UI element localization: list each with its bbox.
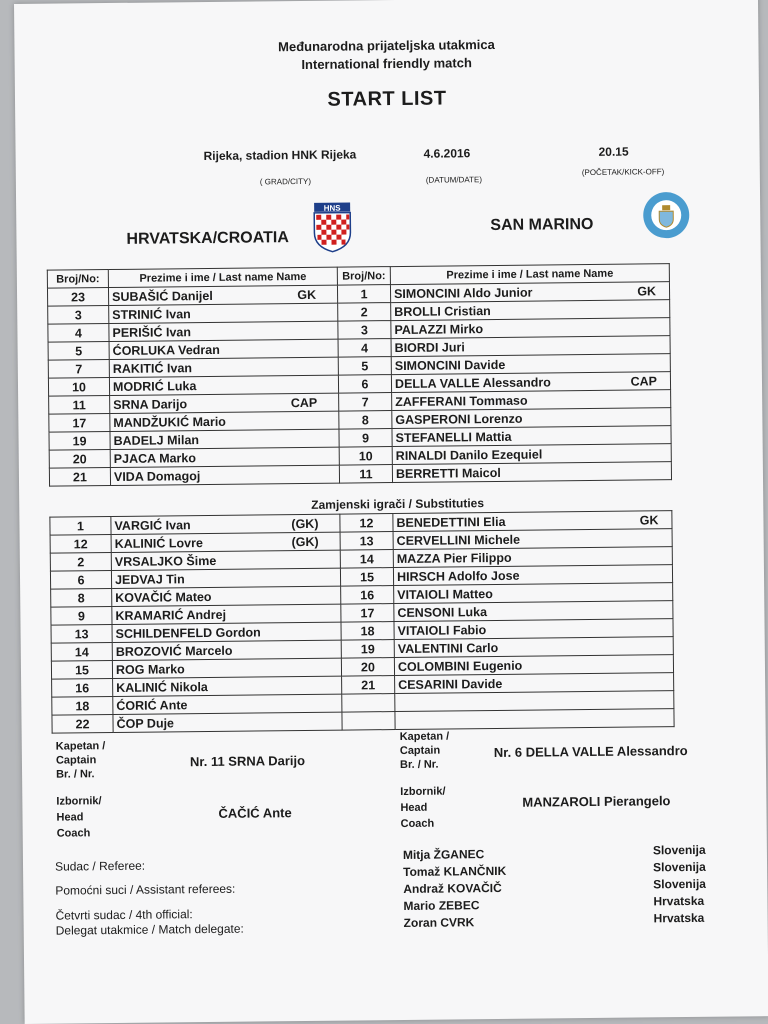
player-tag: GK <box>639 512 659 527</box>
home-player-number: 23 <box>47 288 108 307</box>
player-name: COLOMBINI Eugenio <box>397 658 523 674</box>
official-name: Mitja ŽGANEC <box>402 847 485 862</box>
away-coach: MANZAROLI Pierangelo <box>522 793 671 810</box>
away-player-number: 20 <box>341 658 394 677</box>
home-player-number: 18 <box>52 697 113 716</box>
player-name: VARGIĆ Ivan <box>114 517 191 533</box>
player-name: VIDA Domagoj <box>113 468 201 484</box>
home-player-number: 3 <box>48 306 109 325</box>
home-coach: ČAČIĆ Ante <box>218 805 292 821</box>
player-name: VALENTINI Carlo <box>397 640 499 656</box>
substitutes-heading: Zamjenski igrači / Substituties <box>311 496 485 512</box>
player-name: KRAMARIĆ Andrej <box>115 607 227 623</box>
away-player-number: 5 <box>338 357 391 376</box>
player-name: MAZZA Pier Filippo <box>396 550 512 566</box>
player-name: STRINIĆ Ivan <box>112 306 191 322</box>
player-tag: GK <box>297 287 317 302</box>
player-name: VRSALJKO Šime <box>114 553 217 569</box>
player-tag: (GK) <box>291 516 319 531</box>
home-player <box>109 303 338 323</box>
home-player-number: 15 <box>51 661 112 680</box>
away-player-number: 21 <box>342 676 395 695</box>
home-player-number: 2 <box>50 553 111 572</box>
home-player <box>109 339 338 359</box>
player-name: BROLLI Cristian <box>394 303 491 319</box>
player-name: PALAZZI Mirko <box>394 321 484 337</box>
home-player-number: 6 <box>50 571 111 590</box>
player-name: BENEDETTINI Elia <box>396 514 506 530</box>
official-country: Hrvatska <box>653 893 705 909</box>
home-player <box>113 694 342 714</box>
referee-label: Sudac / Referee: <box>54 858 146 874</box>
official-country: Hrvatska <box>653 910 705 926</box>
player-name: SUBAŠIĆ Danijel <box>111 288 213 304</box>
away-player-number <box>342 712 395 731</box>
player-name: MANDŽUKIĆ Mario <box>113 414 226 430</box>
home-player <box>112 622 341 642</box>
player-name: PERIŠIĆ Ivan <box>112 324 192 340</box>
away-player-number: 4 <box>338 339 391 358</box>
home-player <box>113 676 342 696</box>
away-player-number: 16 <box>341 586 394 605</box>
home-player <box>112 604 341 624</box>
home-player-number: 21 <box>49 468 110 487</box>
captain-label-home: Kapetan / Captain Br. / Nr. <box>55 740 106 781</box>
fourth-official-label: Četvrti sudac / 4th official: <box>55 907 193 923</box>
player-name: JEDVAJ Tin <box>114 571 185 587</box>
away-player-number: 10 <box>339 447 392 466</box>
home-player <box>109 357 338 377</box>
player-name: MODRIĆ Luka <box>112 378 197 394</box>
away-player-number: 3 <box>338 321 391 340</box>
home-player-number: 11 <box>49 396 110 415</box>
player-name: DELLA VALLE Alessandro <box>394 374 551 391</box>
home-player <box>110 411 339 431</box>
player-name: RAKITIĆ Ivan <box>112 360 193 376</box>
home-player <box>111 514 340 534</box>
home-player-number: 7 <box>48 360 109 379</box>
home-captain: Nr. 11 SRNA Darijo <box>189 752 306 770</box>
player-name: ČOP Duje <box>116 715 175 731</box>
away-team-name: SAN MARINO <box>490 215 594 235</box>
crest-lettering: HNS <box>323 203 341 213</box>
home-player-number: 17 <box>49 414 110 433</box>
player-name: ĆORIĆ Ante <box>116 697 188 713</box>
player-tag: GK <box>637 283 657 298</box>
player-name: VITAIOLI Fabio <box>397 622 487 638</box>
kickoff-time: 20.15 <box>598 144 629 159</box>
official-name: Andraž KOVAČIČ <box>403 880 502 896</box>
player-name: GASPERONI Lorenzo <box>395 411 523 427</box>
away-player <box>395 709 674 730</box>
official-name: Mario ZEBEC <box>403 898 480 913</box>
player-name: ROG Marko <box>115 661 185 677</box>
starters-table <box>47 263 672 487</box>
player-name: ĆORLUKA Vedran <box>112 342 220 358</box>
player-name: KALINIĆ Nikola <box>116 679 208 695</box>
coach-label-away: Izbornik/ Head Coach <box>400 785 446 830</box>
player-name: SCHILDENFELD Gordon <box>115 624 261 641</box>
coach-label-home: Izbornik/ Head Coach <box>56 795 102 840</box>
player-name: CERVELLINI Michele <box>396 532 521 548</box>
match-date: 4.6.2016 <box>423 146 471 161</box>
away-player-number: 12 <box>340 514 393 533</box>
player-name: HIRSCH Adolfo Jose <box>396 568 520 584</box>
home-team-name: HRVATSKA/CROATIA <box>126 229 289 248</box>
away-player-number: 18 <box>341 622 394 641</box>
player-tag: CAP <box>290 395 318 410</box>
player-name: VITAIOLI Matteo <box>397 586 493 602</box>
assistants-label: Pomoćni suci / Assistant referees: <box>55 881 236 898</box>
away-player-number: 14 <box>340 550 393 569</box>
home-player <box>109 375 338 395</box>
player-name: PJACA Marko <box>113 450 197 466</box>
away-col-name: Prezime i ime / Last name Name <box>390 264 669 285</box>
player-name: BERRETTI Maicol <box>395 465 501 481</box>
player-name: KALINIĆ Lovre <box>114 535 203 551</box>
home-player <box>111 568 340 588</box>
home-player-number: 4 <box>48 324 109 343</box>
home-player <box>112 658 341 678</box>
player-name: ZAFFERANI Tommaso <box>395 393 528 409</box>
away-player-number: 11 <box>339 465 392 484</box>
delegate-label: Delegat utakmice / Match delegate: <box>55 921 244 938</box>
home-player <box>111 532 340 552</box>
home-player-number: 8 <box>51 589 112 608</box>
away-player-number: 15 <box>340 568 393 587</box>
home-player <box>108 285 337 305</box>
player-tag: (GK) <box>291 534 319 549</box>
home-player-number: 14 <box>51 643 112 662</box>
home-player-number: 5 <box>48 342 109 361</box>
home-player <box>112 640 341 660</box>
official-country: Slovenija <box>653 876 707 892</box>
player-name: BIORDI Juri <box>394 339 465 355</box>
home-player <box>110 393 339 413</box>
away-player <box>392 462 671 483</box>
away-player-number: 13 <box>340 532 393 551</box>
player-name: CESARINI Davide <box>398 676 503 692</box>
player-name: BROZOVIĆ Marcelo <box>115 643 233 659</box>
san-marino-federation-logo <box>642 191 691 244</box>
home-player <box>110 465 339 485</box>
player-name: STEFANELLI Mattia <box>395 429 512 445</box>
official-name: Tomaž KLANČNIK <box>403 863 507 879</box>
player-tag: CAP <box>630 373 658 389</box>
venue-label: ( GRAD/CITY) <box>259 176 312 187</box>
home-player-number: 13 <box>51 625 112 644</box>
page-title: START LIST <box>327 87 447 111</box>
header-line-2: International friendly match <box>301 55 472 72</box>
captain-label-away: Kapetan / Captain Br. / Nr. <box>399 730 450 771</box>
home-player-number: 9 <box>51 607 112 626</box>
player-name: BADELJ Milan <box>113 432 200 448</box>
header-line-1: Međunarodna prijateljska utakmica <box>278 36 495 55</box>
player-name: SIMONCINI Aldo Junior <box>393 285 533 301</box>
home-col-name: Prezime i ime / Last name Name <box>108 267 337 287</box>
substitutes-table <box>49 510 674 734</box>
home-player <box>110 447 339 467</box>
away-captain: Nr. 6 DELLA VALLE Alessandro <box>493 742 688 761</box>
home-player-number: 1 <box>50 517 111 536</box>
away-col-number: Broj/No: <box>337 267 390 286</box>
home-player-number: 10 <box>48 378 109 397</box>
official-country: Slovenija <box>652 842 706 858</box>
away-player-number: 9 <box>339 429 392 448</box>
home-player <box>111 550 340 570</box>
away-player-number: 1 <box>337 285 390 304</box>
official-country: Slovenija <box>653 859 706 875</box>
away-player-number: 2 <box>338 303 391 322</box>
croatia-crest-logo <box>312 200 353 257</box>
player-name: SIMONCINI Davide <box>394 357 506 373</box>
home-col-number: Broj/No: <box>47 270 108 289</box>
kickoff-label: (POČETAK/KICK-OFF) <box>581 167 665 178</box>
away-player-number: 8 <box>339 411 392 430</box>
player-name: CENSONI Luka <box>397 604 488 620</box>
away-player-number: 17 <box>341 604 394 623</box>
official-name: Zoran CVRK <box>403 915 475 930</box>
home-player <box>109 321 338 341</box>
home-player <box>110 429 339 449</box>
player-name: SRNA Darijo <box>113 396 188 412</box>
venue: Rijeka, stadion HNK Rijeka <box>203 147 357 164</box>
home-player <box>112 586 341 606</box>
home-player-number: 19 <box>49 432 110 451</box>
player-name: KOVAČIĆ Mateo <box>115 589 212 605</box>
home-player-number: 16 <box>52 679 113 698</box>
home-player-number: 12 <box>50 535 111 554</box>
date-label: (DATUM/DATE) <box>425 175 483 185</box>
start-list-sheet <box>14 0 768 1024</box>
home-player-number: 20 <box>49 450 110 469</box>
away-player-number <box>342 694 395 713</box>
away-player-number: 7 <box>339 393 392 412</box>
home-player-number: 22 <box>52 715 113 734</box>
away-player-number: 19 <box>341 640 394 659</box>
away-player-number: 6 <box>338 375 391 394</box>
home-player <box>113 712 342 732</box>
player-name: RINALDI Danilo Ezequiel <box>395 446 543 463</box>
